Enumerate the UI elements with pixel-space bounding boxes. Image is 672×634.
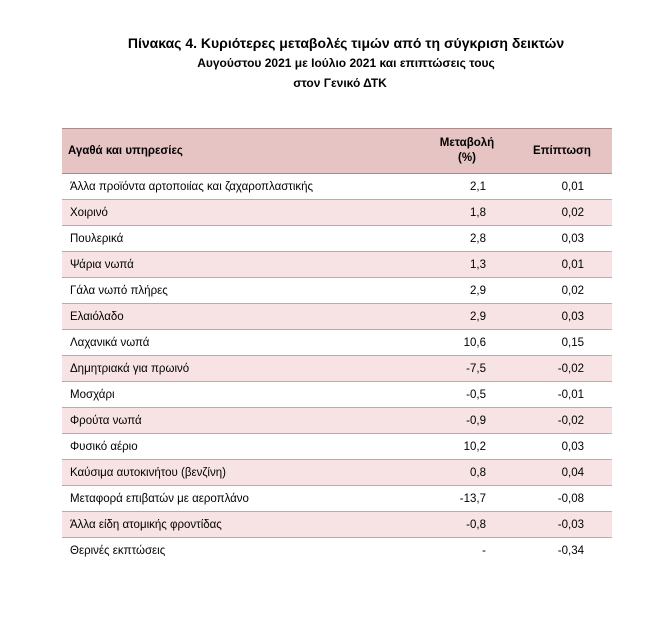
- row-impact-cell: 0,02: [512, 200, 612, 226]
- row-name-cell: Φυσικό αέριο: [62, 434, 422, 460]
- row-name-cell: Άλλα προϊόντα αρτοποιίας και ζαχαροπλαστικής: [62, 174, 422, 200]
- row-impact-cell: -0,08: [512, 486, 612, 512]
- caption-line-1: Πίνακας 4. Κυριότερες μεταβολές τιμών από τη σύγκριση δεικτών: [127, 35, 565, 51]
- row-change-cell: -: [482, 544, 486, 557]
- row-change-cell: -13,7: [422, 486, 512, 512]
- row-change-cell: 10,2: [422, 434, 512, 460]
- row-name-cell: Φρούτα νωπά: [62, 408, 422, 434]
- row-impact-cell: 0,03: [512, 304, 612, 330]
- header-change: [422, 129, 512, 174]
- row-change-cell: 2,8: [422, 226, 512, 252]
- table-row: [62, 226, 612, 252]
- row-name-cell: Γάλα νωπό πλήρες: [62, 278, 422, 304]
- row-impact-cell: -0,01: [512, 382, 612, 408]
- row-change-cell: 10,6: [422, 330, 512, 356]
- row-impact-cell: 0,01: [512, 252, 612, 278]
- row-impact-cell: -0,02: [512, 356, 612, 382]
- price-changes-table: [62, 128, 612, 563]
- row-change-cell: 2,9: [422, 304, 512, 330]
- table-row: [62, 434, 612, 460]
- table-row: [62, 512, 612, 538]
- table-row: [62, 538, 612, 564]
- table-row: [62, 356, 612, 382]
- table-body: [62, 174, 612, 564]
- row-impact-cell: 0,03: [512, 226, 612, 252]
- row-impact-cell: -0,03: [512, 512, 612, 538]
- row-change-cell: -0,8: [422, 512, 512, 538]
- row-name-cell: Δημητριακά για πρωινό: [62, 356, 422, 382]
- row-change-cell: 2,1: [422, 174, 512, 200]
- table-row: [62, 174, 612, 200]
- table-row: [62, 278, 612, 304]
- caption-line-3: στον Γενικό ΔΤΚ: [293, 76, 387, 90]
- table-row: [62, 460, 612, 486]
- row-change-cell: 1,3: [422, 252, 512, 278]
- table-row: [62, 486, 612, 512]
- table-row: [62, 304, 612, 330]
- table-row: [62, 330, 612, 356]
- table-row: [62, 408, 612, 434]
- table-row: [62, 382, 612, 408]
- header-impact: Επίπτωση: [512, 129, 612, 174]
- row-impact-cell: 0,04: [512, 460, 612, 486]
- row-name-cell: Λαχανικά νωπά: [62, 330, 422, 356]
- row-name-cell: Μοσχάρι: [62, 382, 422, 408]
- header-change-line-2: (%): [458, 152, 476, 164]
- row-name-cell: Ψάρια νωπά: [62, 252, 422, 278]
- table-header-row: [62, 129, 612, 174]
- row-impact-cell: 0,02: [512, 278, 612, 304]
- row-name-cell: Θερινές εκπτώσεις: [70, 544, 166, 557]
- table-row: [62, 252, 612, 278]
- row-name-cell: Ελαιόλαδο: [62, 304, 422, 330]
- row-name-cell: Άλλα είδη ατομικής φροντίδας: [62, 512, 422, 538]
- row-change-cell: -7,5: [422, 356, 512, 382]
- row-name-cell: Χοιρινό: [62, 200, 422, 226]
- header-goods-services: Αγαθά και υπηρεσίες: [62, 129, 422, 174]
- table-row: [62, 200, 612, 226]
- row-impact-cell: -0,02: [512, 408, 612, 434]
- row-change-cell: 0,8: [422, 460, 512, 486]
- row-impact-cell: 0,01: [512, 174, 612, 200]
- row-impact-cell: 0,03: [512, 434, 612, 460]
- row-impact-cell: 0,15: [512, 330, 612, 356]
- caption-line-2: Αυγούστου 2021 με Ιούλιο 2021 και επιπτώσεις τους: [197, 56, 495, 70]
- row-change-cell: -0,5: [422, 382, 512, 408]
- row-change-cell: 1,8: [422, 200, 512, 226]
- row-change-cell: 2,9: [422, 278, 512, 304]
- row-name-cell: Καύσιμα αυτοκινήτου (βενζίνη): [62, 460, 422, 486]
- row-impact-cell: -0,34: [557, 544, 584, 557]
- header-change-line-1: Μεταβολή: [439, 137, 495, 149]
- row-name-cell: Μεταφορά επιβατών με αεροπλάνο: [62, 486, 422, 512]
- table-caption: [0, 33, 672, 93]
- row-name-cell: Πουλερικά: [62, 226, 422, 252]
- row-change-cell: -0,9: [422, 408, 512, 434]
